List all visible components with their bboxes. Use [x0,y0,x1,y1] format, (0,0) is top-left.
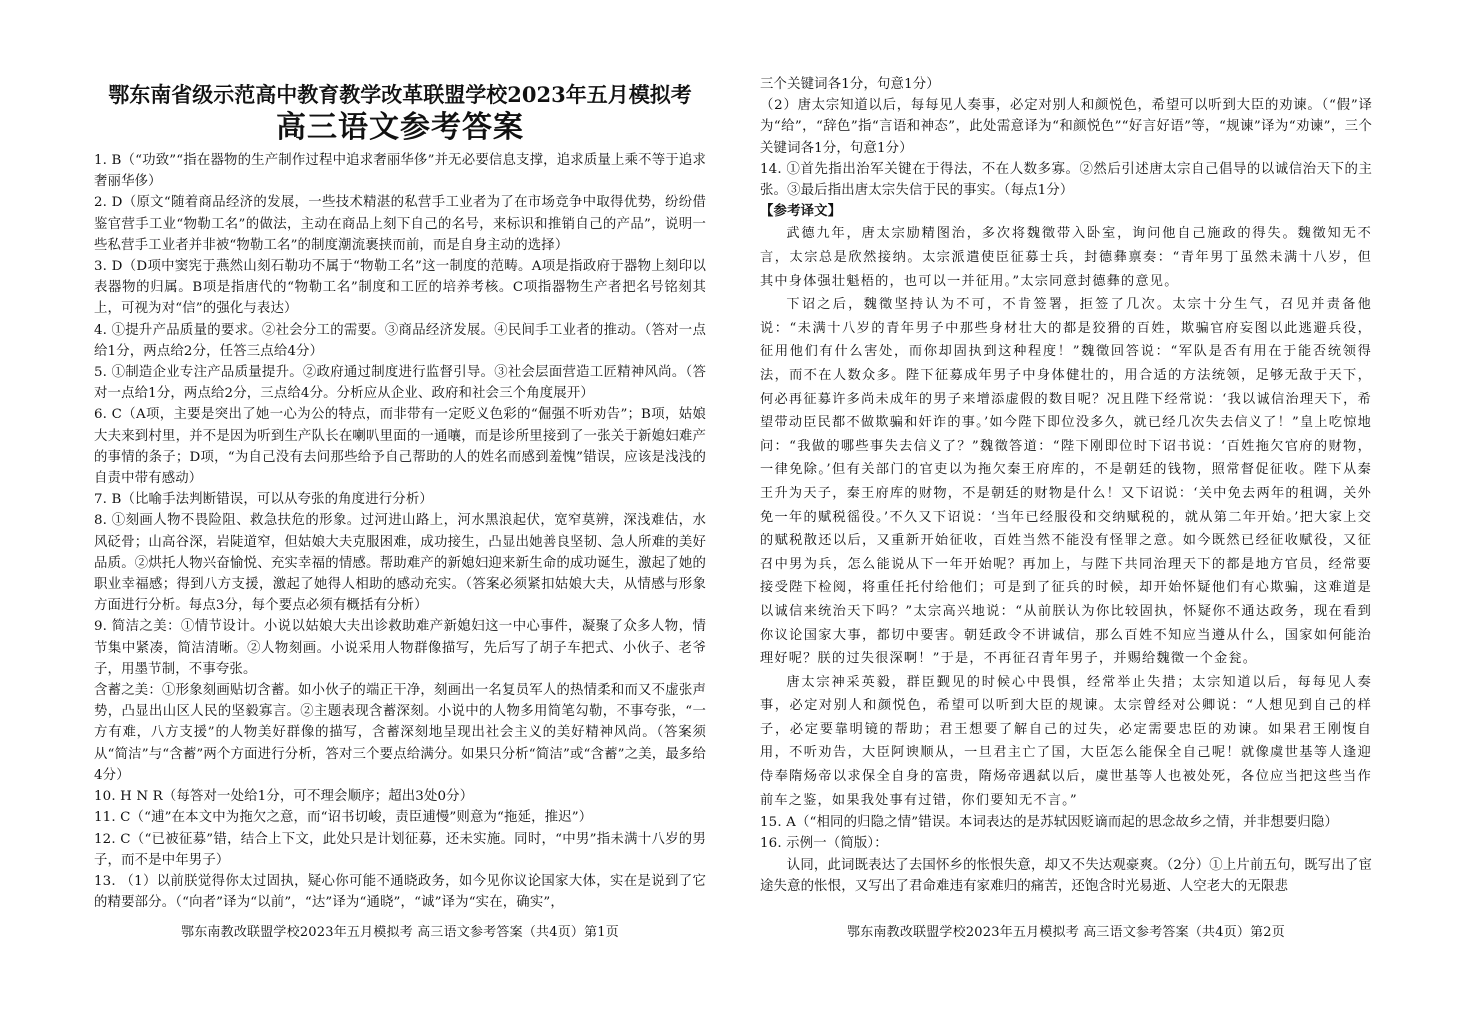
exam-subtitle: 鄂东南省级示范高中教育教学改革联盟学校2023年五月模拟考 [108,82,692,107]
translation-heading: 【参考译文】 [760,203,842,220]
page-1-column [94,82,706,913]
answer-8: 8. ①刻画人物不畏险阻、救急扶危的形象。过河进山路上，河水黑浪起伏，宽窄莫辨，深浅难估，水风砭骨；山高谷深，岩陡道窄，但姑娘大夫克服困难，成功接生，凸显出她善良坚韧、急人所难的美好品质。②烘托人物兴奋愉悦、充实幸福的情感。帮助难产的新媳妇迎来新生命的成功诞生，激起了她的职业幸福感；得到八方支援，激起了她得人相助的感动充实。（答案必须紧扣姑娘大夫，从情感与形象方面进行分析。每点3分，每个要点必须有概括有分析） [94,513,706,614]
answer-10: 10. H N R（每答对一处给1分，可不理会顺序；超出3处0分） [94,789,474,805]
answer-3: 3. D（D项中窦宪于燕然山刻石勒功不属于“物勒工名”这一制度的范畴。A项是指政府于器物上刻印以表器物的归属。B项是指唐代的“物勒工名”制度和工匠的培养考核。C项指器物生产者把名号铭刻其上，可视为对“信”的强化与表达） [94,259,706,317]
answer-4: 4. ①提升产品质量的要求。②社会分工的需要。③商品经济发展。④民间手工业者的推动。（答对一点给1分，两点给2分，任答三点给4分） [94,322,706,359]
answer-12: 12. C（“已被征募”错，结合上下文，此处只是计划征募，还未实施。同时，“中男”指未满十八岁的男子，而不是中年男子） [94,831,706,868]
answer-13-part-1: 13. （1）以前朕觉得你太过固执，疑心你可能不通晓政务，如今见你议论国家大体，实在是说到了它的精要部分。（“向者”译为“以前”，“达”译为“通晓”，“诚”译为“实在，确实”， [94,873,706,911]
answer-9-subtlety: 含蓄之美：①形象刻画贴切含蓄。如小伙子的端正干净，刻画出一名复员军人的热情柔和而又不虚张声势，凸显出山区人民的坚毅寡言。②主题表现含蓄深刻。小说中的人物多用简笔勾勒，不事夸张，“一方有难，八方支援”的人物美好群像的描写，含蓄深刻地呈现出社会主义的美好精神风尚。（答案须从“简洁”与“含蓄”两个方面进行分析，答对三个要点给满分。如果只分析“简洁”或“含蓄”之美，最多给4分） [94,683,706,783]
page-1-footer: 鄂东南教改联盟学校2023年五月模拟考 高三语文参考答案（共4页）第1页 [181,925,619,940]
page-title: 高三语文参考答案 [276,110,524,145]
answer-16-text: 认同，此词既表达了去国怀乡的怅恨失意，却又不失达观豪爽。（2分）①上片前五句，既写出了宦途失意的怅恨，又写出了君命难违有家难归的痛苦，还饱含时光易逝、人空老大的无限悲 [760,857,1372,894]
answer-1: 1. B（“功致”“指在器物的生产制作过程中追求奢丽华侈”并无必要信息支撑，追求质量上乘不等于追求奢丽华侈） [94,153,706,190]
page-2-footer: 鄂东南教改联盟学校2023年五月模拟考 高三语文参考答案（共4页）第2页 [847,925,1285,940]
answer-5: 5. ①制造企业专注产品质量提升。②政府通过制度进行监督引导。③社会层面营造工匠精神风尚。（答对一点给1分，两点给2分，三点给4分。分析应从企业、政府和社会三个角度展开） [94,365,706,402]
answer-16-label: 16. 示例一（简版）： [760,836,888,852]
answer-6: 6. C（A项，主要是突出了她一心为公的特点，而非带有一定贬义色彩的“倔强不听劝告”；B项，姑娘大夫来到村里，并不是因为听到生产队长在喇叭里面的一通嚷，而是诊所里接到了一张关于新媳妇难产的事情的条子；D项，“为自己没有去问那些给予自己帮助的人的姓名而感到羞愧”错误，应该是浅浅的自责中带有感动） [94,407,706,487]
answer-13-part-2: （2）唐太宗知道以后，每每见人奏事，必定对别人和颜悦色，希望可以听到大臣的劝谏。（“假”译为“给”，“辞色”指“言语和神态”，此处需意译为“和颜悦色”“好言好语”等，“规谏”译为“劝谏”，三个关键词各1分，句意1分） [760,98,1372,156]
answer-11: 11. C（“逋”在本文中为拖欠之意，而“诏书切峻，责臣逋慢”则意为“拖延，推迟”） [94,810,593,826]
answer-13-part-1-continued: 三个关键词各1分，句意1分） [760,77,940,92]
answer-9-simplicity: 9. 简洁之美：①情节设计。小说以姑娘大夫出诊救助难产新媳妇这一中心事件，凝聚了众多人物，情节集中紧凑，简洁清晰。②人物刻画。小说采用人物群像描写，先后写了胡子车把式、小伙子、老爷子，用墨节制，不事夸张。 [94,619,706,677]
answer-15: 15. A（“相同的归隐之情”错误。本词表达的是苏轼因贬谪而起的思念故乡之情，并非想要归隐） [760,815,1339,831]
page-2-column [760,74,1372,897]
answer-14: 14. ①首先指出治军关键在于得法，不在人数多寡。②然后引述唐太宗自己倡导的以诚信治天下的主张。③最后指出唐太宗失信于民的事实。（每点1分） [760,161,1372,199]
answer-2: 2. D（原文“随着商品经济的发展，一些技术精湛的私营手工业者为了在市场竞争中取得优势，纷纷借鉴官营手工业“物勒工名”的做法，主动在商品上刻下自己的名号，来标识和推销自己的产品”，说明一些私营手工业者并非被“物勒工名”的制度潮流裹挟而前，而是自身主动的选择） [94,195,706,253]
translation-paragraph-2: 下诏之后，魏徵坚持认为不可，不肯签署，拒签了几次。太宗十分生气，召见并责备他说：“未满十八岁的青年男子中那些身材壮大的都是狡猾的百姓，欺骗官府妄图以此逃避兵役，征用他们有什么害处，而你却固执到这种程度！”魏徵回答说：“军队是否有用在于能否统领得法，而不在人数众多。陛下征募成年男子中身体健壮的，用合适的方法统领，足够无敌于天下，何必再征募许多尚未成年的男子来增添虚假的数目呢？况且陛下经常说：‘我以诚信治理天下，希望带动臣民都不做欺骗和奸诈的事。’如今陛下即位没多久，就已经几次失去信义了！”皇上吃惊地问：“我做的哪些事失去信义了？”魏徵答道：“陛下刚即位时下诏书说：‘百姓拖欠官府的财物，一律免除。’但有关部门的官吏以为拖欠秦王府库的，不是朝廷的钱物，照常督促征收。陛下从秦王升为天子，秦王府库的财物，不是朝廷的财物是什么！又下诏说：‘关中免去两年的租调，关外免一年的赋税徭役。’不久又下诏说：‘当年已经服役和交纳赋税的，就从第二年开始。’把大家上交的赋税散还以后，又重新开始征收，百姓当然不能没有怪罪之意。如今既然已经征收赋役，又征召中男为兵，怎么能说从下一年开始呢？再加上，与陛下共同治理天下的都是地方官员，经常要接受陛下检阅，将重任托付给他们；可是到了征兵的时候，却开始怀疑他们有心欺骗，这难道是以诚信来统治天下吗？”太宗高兴地说：“从前朕认为你比较固执，怀疑你不通达政务，现在看到你议论国家大事，都切中要害。朝廷政令不讲诚信，那么百姓不知应当遵从什么，国家如何能治理好呢？朕的过失很深啊！”于是，不再征召青年男子，并赐给魏徵一个金瓮。 [760,297,1372,667]
answer-7: 7. B（比喻手法判断错误，可以从夸张的角度进行分析） [94,492,433,508]
translation-paragraph-3: 唐太宗神采英毅，群臣觐见的时候心中畏惧，经常举止失措；太宗知道以后，每每见人奏事，必定对别人和颜悦色，希望可以听到大臣的规谏。太宗曾经对公卿说：“人想见到自己的样子，必定要靠明镜的帮助；君王想要了解自己的过失，必定需要忠臣的劝谏。如果君王刚愎自用，不听劝告，大臣阿谀顺从，一旦君主亡了国，大臣怎么能保全自己呢！就像虞世基等人逢迎侍奉隋炀帝以求保全自身的富贵，隋炀帝遇弑以后，虞世基等人也被处死，各位应当把这些当作前车之鉴，如果我处事有过错，你们要知无不言。” [760,674,1372,808]
translation-paragraph-1: 武德九年，唐太宗励精图治，多次将魏徵带入卧室，询问他自己施政的得失。魏徵知无不言，太宗总是欣然接纳。太宗派遣使臣征募士兵，封德彝禀奏：“青年男丁虽然未满十八岁，但其中身体强壮魁梧的，也可以一并征用。”太宗同意封德彝的意见。 [760,226,1372,289]
